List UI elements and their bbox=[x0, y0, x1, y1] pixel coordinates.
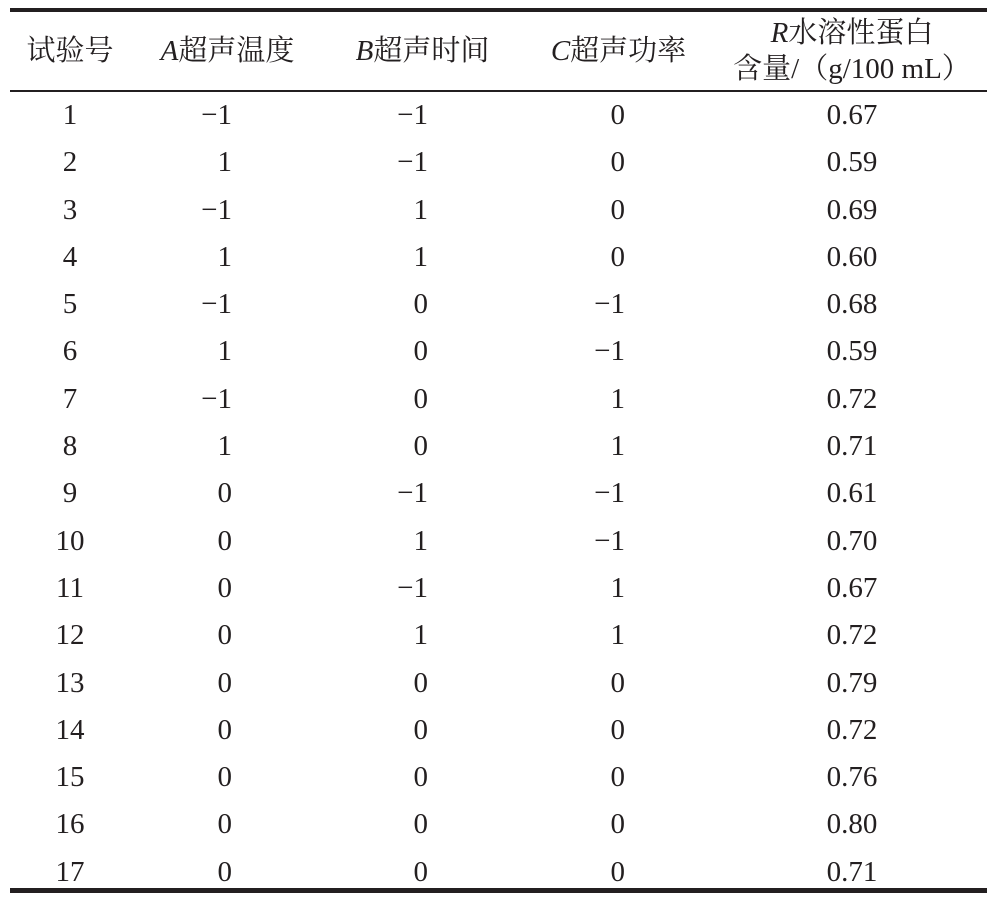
power-level-cell: 0 bbox=[610, 240, 625, 273]
trial-number-cell: 12 bbox=[55, 619, 85, 652]
table-row bbox=[0, 328, 995, 375]
table-row bbox=[0, 754, 995, 801]
protein-content-cell: 0.76 bbox=[826, 761, 878, 794]
power-level-cell: 1 bbox=[610, 619, 625, 652]
power-level-cell: −1 bbox=[594, 288, 625, 321]
table-row bbox=[0, 470, 995, 517]
power-level-cell: 0 bbox=[610, 99, 625, 131]
table-row bbox=[0, 707, 995, 754]
trial-number-cell: 16 bbox=[55, 808, 85, 841]
trial-number-cell: 9 bbox=[62, 477, 78, 510]
temperature-level-cell: 0 bbox=[217, 619, 232, 652]
trial-number-cell: 5 bbox=[62, 288, 78, 321]
time-level-cell: 0 bbox=[413, 761, 428, 794]
power-level-cell: 1 bbox=[610, 382, 625, 415]
trial-number-cell: 7 bbox=[62, 382, 78, 415]
trial-number-cell: 2 bbox=[62, 146, 78, 179]
time-level-cell: 0 bbox=[413, 382, 428, 415]
header-soluble-protein-content bbox=[717, 12, 987, 90]
power-level-cell: 0 bbox=[610, 193, 625, 226]
trial-number-cell: 10 bbox=[55, 524, 85, 557]
table-row bbox=[0, 565, 995, 612]
header-response-line-1 bbox=[771, 15, 934, 51]
protein-content-cell: 0.60 bbox=[826, 240, 878, 273]
temperature-level-cell: 1 bbox=[217, 146, 232, 179]
temperature-level-cell: −1 bbox=[201, 288, 232, 321]
table-row bbox=[0, 187, 995, 234]
power-level-cell: 0 bbox=[610, 761, 625, 794]
header-ultrasonic-power-label: 超声功率 bbox=[570, 35, 687, 67]
header-response-r-symbol: R bbox=[770, 17, 789, 49]
trial-number-cell: 1 bbox=[62, 99, 78, 131]
protein-content-cell: 0.72 bbox=[826, 619, 878, 652]
header-ultrasonic-power bbox=[520, 12, 717, 90]
temperature-level-cell: 0 bbox=[217, 855, 232, 888]
table-row bbox=[0, 518, 995, 565]
temperature-level-cell: 1 bbox=[217, 430, 232, 463]
temperature-level-cell: 0 bbox=[217, 713, 232, 746]
time-level-cell: −1 bbox=[397, 99, 428, 131]
temperature-level-cell: 0 bbox=[217, 571, 232, 604]
protein-content-cell: 0.80 bbox=[826, 808, 878, 841]
temperature-level-cell: 0 bbox=[217, 808, 232, 841]
temperature-level-cell: 1 bbox=[217, 240, 232, 273]
table-header bbox=[0, 12, 995, 90]
temperature-level-cell: 0 bbox=[217, 524, 232, 557]
time-level-cell: 0 bbox=[413, 713, 428, 746]
power-level-cell: 0 bbox=[610, 808, 625, 841]
power-level-cell: 0 bbox=[610, 855, 625, 888]
trial-number-cell: 3 bbox=[62, 193, 78, 226]
header-ultrasonic-temperature-label: 超声温度 bbox=[178, 35, 295, 67]
time-level-cell: 0 bbox=[413, 666, 428, 699]
protein-content-cell: 0.67 bbox=[826, 99, 878, 131]
header-ultrasonic-temperature bbox=[130, 12, 325, 90]
protein-content-cell: 0.68 bbox=[826, 288, 878, 321]
power-level-cell: 0 bbox=[610, 713, 625, 746]
time-level-cell: 1 bbox=[413, 240, 428, 273]
trial-number-cell: 17 bbox=[55, 855, 85, 888]
trial-number-cell: 8 bbox=[62, 430, 78, 463]
table-row bbox=[0, 139, 995, 186]
header-trial-number bbox=[10, 12, 130, 90]
trial-number-cell: 14 bbox=[55, 713, 85, 746]
power-level-cell: −1 bbox=[594, 524, 625, 557]
time-level-cell: 0 bbox=[413, 288, 428, 321]
time-level-cell: 0 bbox=[413, 808, 428, 841]
protein-content-cell: 0.70 bbox=[826, 524, 878, 557]
trial-number-cell: 4 bbox=[62, 240, 78, 273]
protein-content-cell: 0.71 bbox=[826, 430, 878, 463]
time-level-cell: −1 bbox=[397, 146, 428, 179]
time-level-cell: −1 bbox=[397, 571, 428, 604]
table-bottom-rule bbox=[10, 888, 987, 893]
protein-content-cell: 0.59 bbox=[826, 146, 878, 179]
power-level-cell: 0 bbox=[610, 666, 625, 699]
protein-content-cell: 0.72 bbox=[826, 713, 878, 746]
protein-content-cell: 0.79 bbox=[826, 666, 878, 699]
power-level-cell: 1 bbox=[610, 571, 625, 604]
protein-content-cell: 0.61 bbox=[826, 477, 878, 510]
table-row bbox=[0, 376, 995, 423]
time-level-cell: 1 bbox=[413, 619, 428, 652]
table-body bbox=[0, 92, 995, 896]
time-level-cell: −1 bbox=[397, 477, 428, 510]
protein-content-cell: 0.67 bbox=[826, 571, 878, 604]
header-trial-number-label: 试验号 bbox=[26, 35, 114, 67]
time-level-cell: 0 bbox=[413, 430, 428, 463]
temperature-level-cell: −1 bbox=[201, 193, 232, 226]
header-factor-a-symbol: A bbox=[160, 35, 179, 67]
time-level-cell: 1 bbox=[413, 193, 428, 226]
table-row bbox=[0, 612, 995, 659]
protein-content-cell: 0.71 bbox=[826, 855, 878, 888]
power-level-cell: 0 bbox=[610, 146, 625, 179]
trial-number-cell: 15 bbox=[55, 761, 85, 794]
temperature-level-cell: −1 bbox=[201, 382, 232, 415]
temperature-level-cell: −1 bbox=[201, 99, 232, 131]
temperature-level-cell: 0 bbox=[217, 477, 232, 510]
temperature-level-cell: 1 bbox=[217, 335, 232, 368]
time-level-cell: 0 bbox=[413, 335, 428, 368]
header-ultrasonic-time bbox=[325, 12, 520, 90]
table-row bbox=[0, 234, 995, 281]
protein-content-cell: 0.69 bbox=[826, 193, 878, 226]
protein-content-cell: 0.59 bbox=[826, 335, 878, 368]
trial-number-cell: 11 bbox=[56, 571, 84, 604]
table-row bbox=[0, 801, 995, 848]
header-factor-c-symbol: C bbox=[550, 35, 571, 67]
time-level-cell: 0 bbox=[413, 855, 428, 888]
header-ultrasonic-time-label: 超声时间 bbox=[373, 35, 490, 67]
table-row bbox=[0, 660, 995, 707]
header-factor-b-symbol: B bbox=[355, 35, 374, 67]
header-response-unit: 含量/（g/100 mL） bbox=[733, 53, 971, 85]
table-row bbox=[0, 281, 995, 328]
trial-number-cell: 13 bbox=[55, 666, 85, 699]
power-level-cell: −1 bbox=[594, 477, 625, 510]
protein-content-cell: 0.72 bbox=[826, 382, 878, 415]
temperature-level-cell: 0 bbox=[217, 761, 232, 794]
trial-number-cell: 6 bbox=[62, 335, 78, 368]
power-level-cell: 1 bbox=[610, 430, 625, 463]
table-row bbox=[0, 423, 995, 470]
power-level-cell: −1 bbox=[594, 335, 625, 368]
table-row bbox=[0, 92, 995, 139]
time-level-cell: 1 bbox=[413, 524, 428, 557]
temperature-level-cell: 0 bbox=[217, 666, 232, 699]
header-soluble-protein-label: 水溶性蛋白 bbox=[788, 17, 934, 49]
